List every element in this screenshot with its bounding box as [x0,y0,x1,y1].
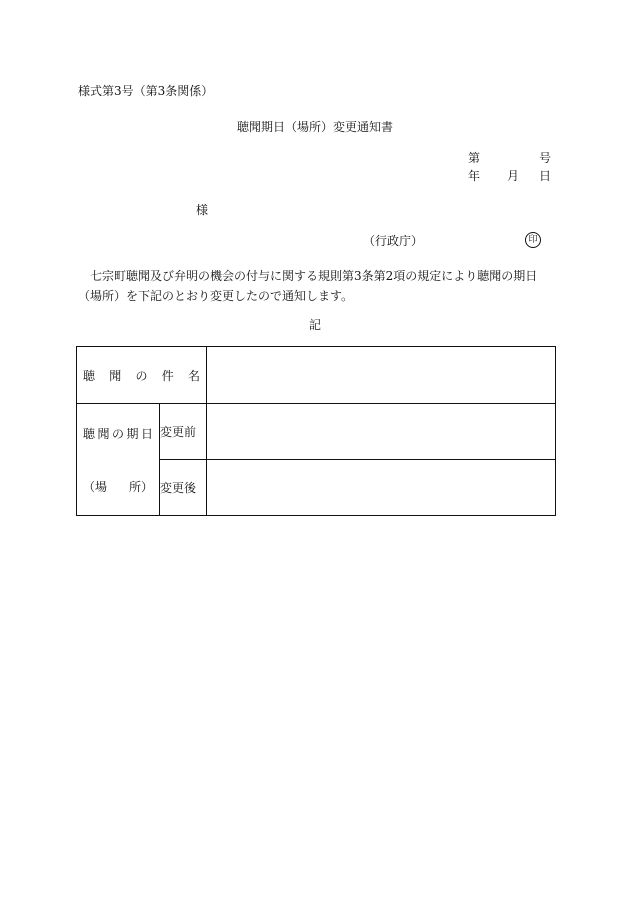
case-name-field[interactable] [207,347,556,404]
form-number: 様式第3号（第3条関係） [78,84,214,98]
body-paragraph [78,266,556,306]
ki-heading: 記 [308,318,321,332]
place-open: （場 [83,479,108,494]
place-close: 所） [128,479,153,494]
issuer-label: （行政庁） [363,234,424,248]
after-change-label: 変更後 [160,460,207,516]
date-day: 日 [539,169,552,183]
body-text: 七宗町聴聞及び弁明の機会の付与に関する規則第3条第2項の規定により聴聞の期日（場所）を下記のとおり変更したので通知します。 [78,269,538,303]
table-row [77,404,556,460]
date-year: 年 [468,169,481,183]
before-change-field[interactable] [207,404,556,460]
seal-mark: 印 [525,232,541,248]
number-prefix: 第 [468,151,481,165]
case-name-label: 聴 聞 の 件 名 [77,347,207,404]
change-table [76,346,556,516]
table-row [77,347,556,404]
number-suffix: 号 [539,151,552,165]
addressee-suffix: 様 [196,203,209,217]
date-month: 月 [507,169,520,183]
hearing-date-label: 聴 聞 の 期 日 （場 所） [77,404,160,516]
document-title: 聴聞期日（場所）変更通知書 [236,120,393,134]
before-change-label: 変更前 [160,404,207,460]
after-change-field[interactable] [207,460,556,516]
